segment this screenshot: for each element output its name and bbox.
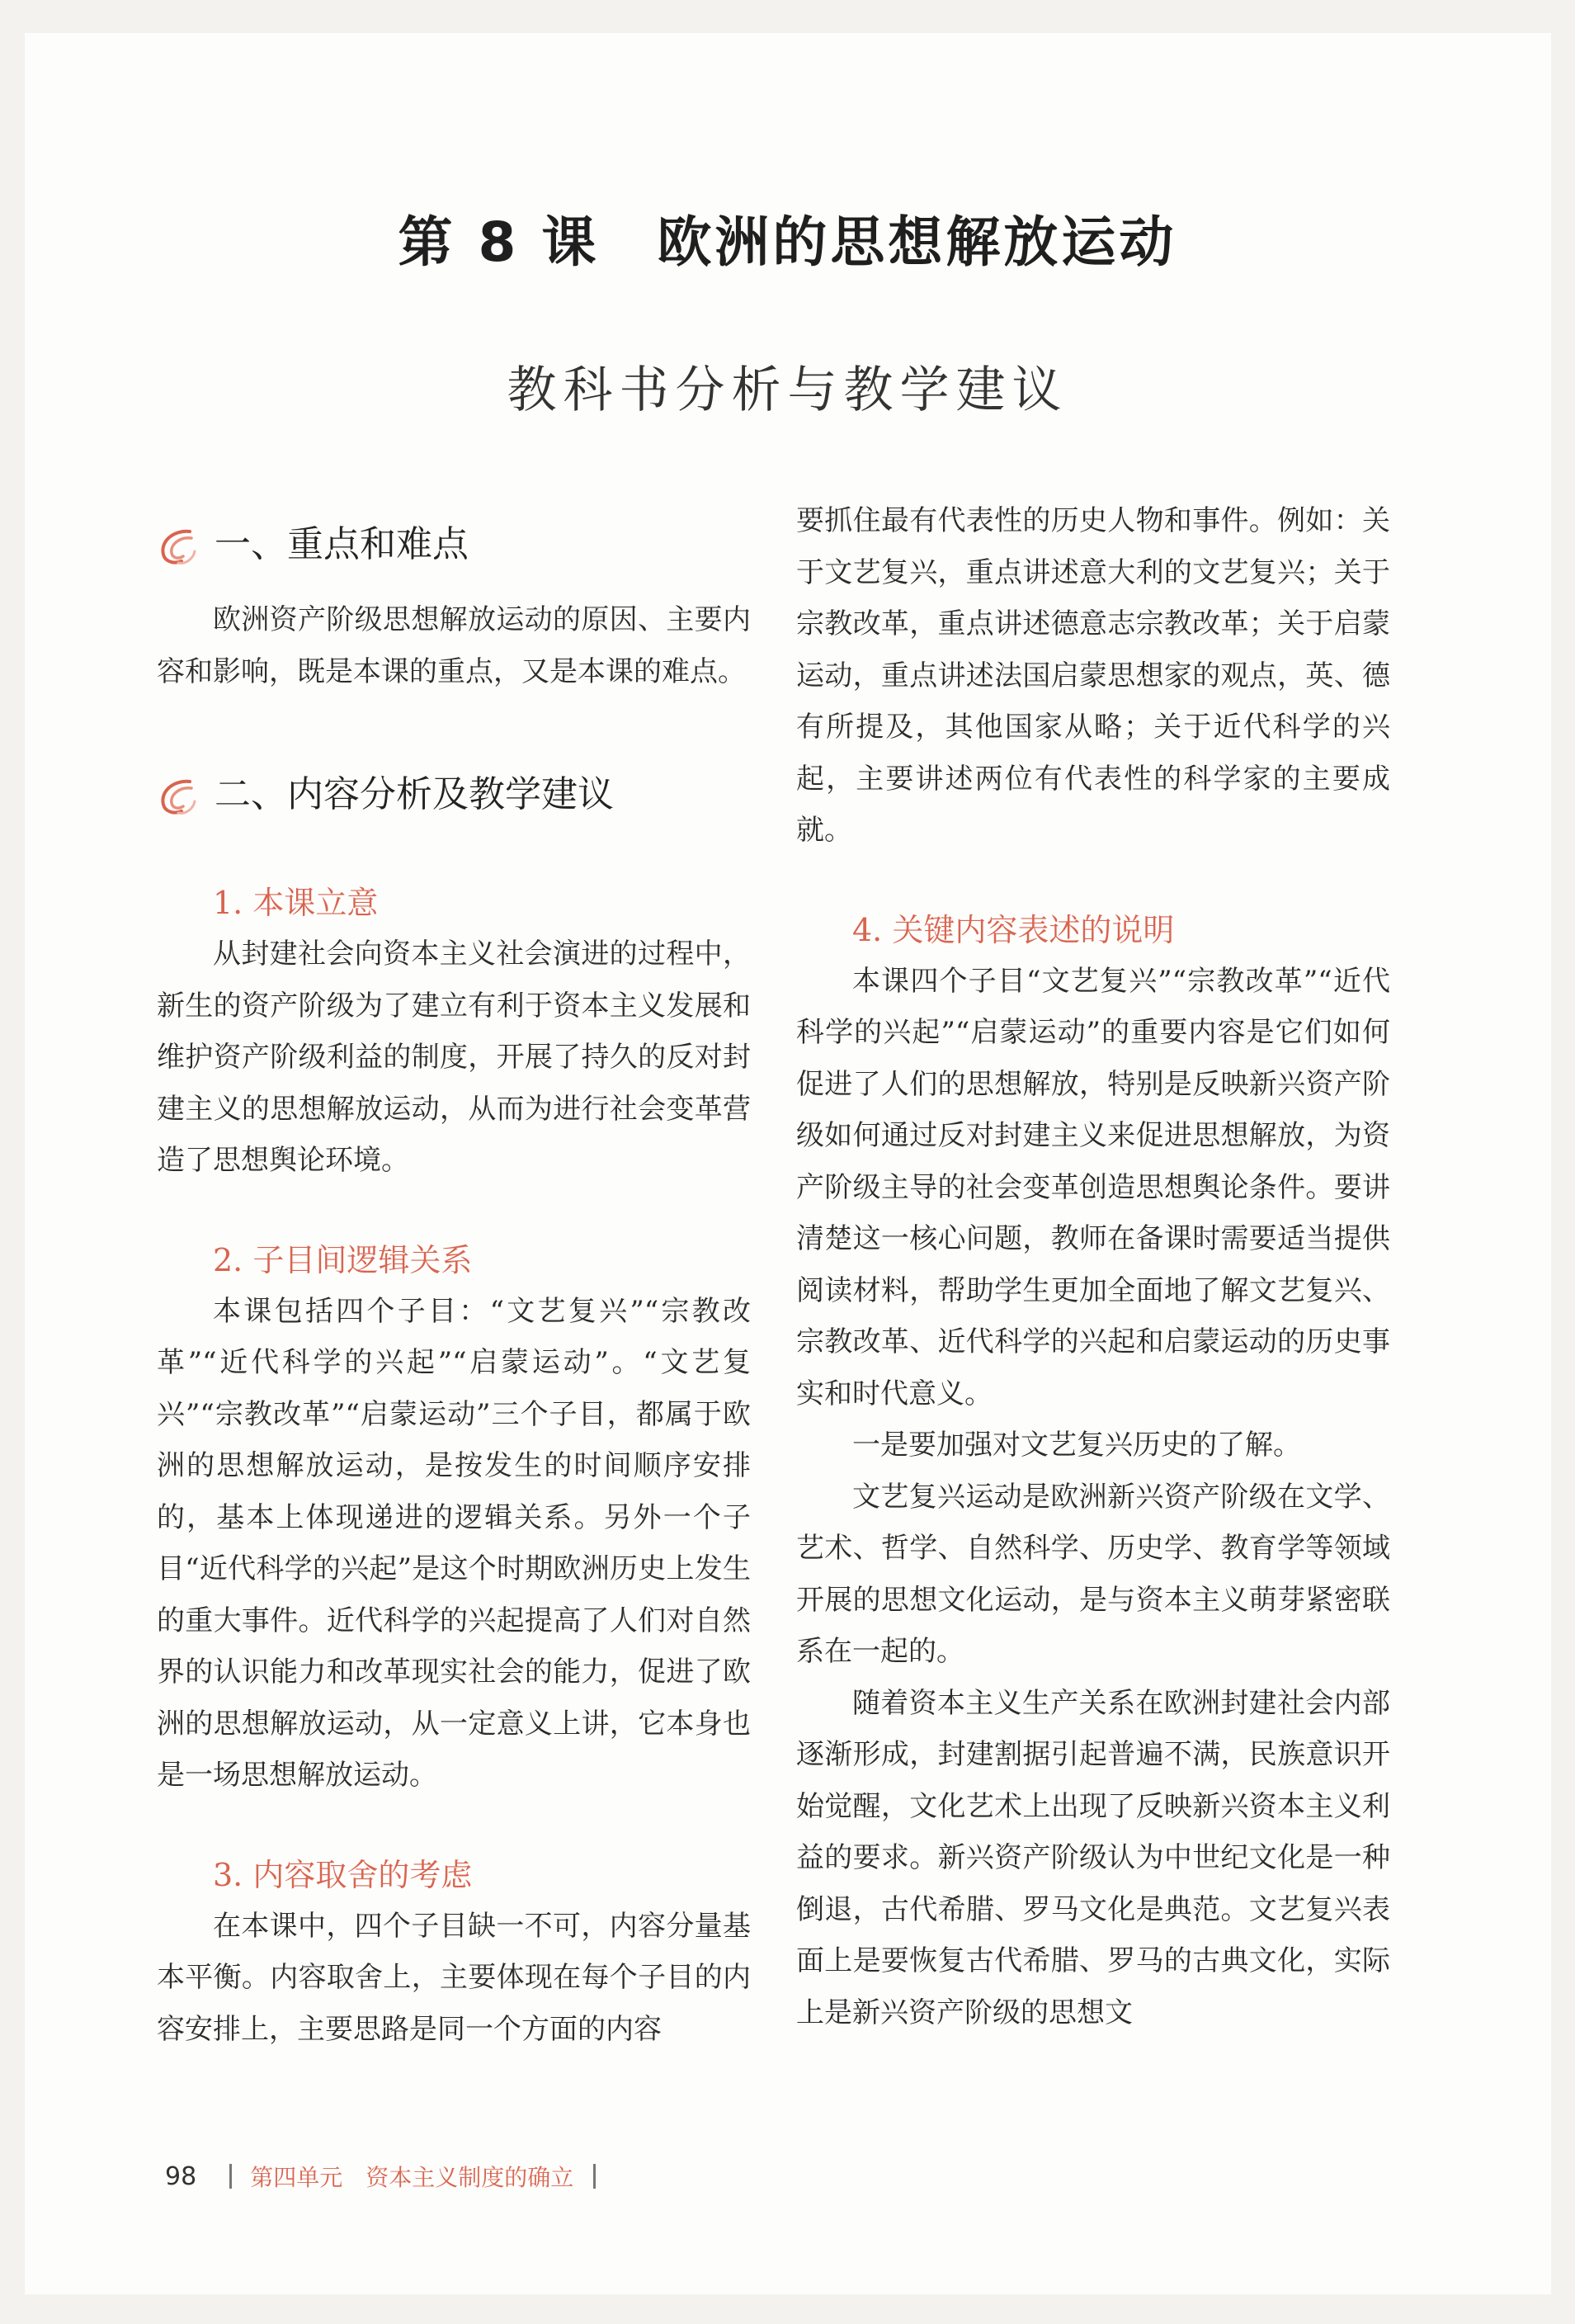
paragraph: 本课包括四个子目：“文艺复兴”“宗教改革”“近代科学的兴起”“启蒙运动”。“文艺复兴”“宗教改革”“启蒙运动”三个子目，都属于欧洲的思想解放运动，是按发生的时间顺序安排的，基本上体现递进的逻辑关系。另外一个子目“近代科学的兴起”是这个时期欧洲历史上发生的重大事件。近代科学的兴起提高了人们对自然界的认识能力和改革现实社会的能力，促进了欧洲的思想解放运动，从一定意义上讲，它本身也是一场思想解放运动。 [157,1294,751,1792]
right-column [796,495,1390,2038]
unit-label: 第四单元 资本主义制度的确立 [250,2164,574,2191]
page-number: 98 [165,2161,197,2191]
section-heading-text: 一、重点和难点 [215,523,469,565]
paragraph: 随着资本主义生产关系在欧洲封建社会内部逐渐形成，封建割据引起普遍不满，民族意识开始觉醒，文化艺术上出现了反映新兴资本主义利益的要求。新兴资产阶级认为中世纪文化是一种倒退，古代希腊、罗马文化是典范。文艺复兴表面上是要恢复古代希腊、罗马的古典文化，实际上是新兴资产阶级的思想文 [796,1686,1390,2029]
section-heading-text: 二、内容分析及教学建议 [215,773,614,815]
paragraph: 本课四个子目“文艺复兴”“宗教改革”“近代科学的兴起”“启蒙运动”的重要内容是它们如何促进了人们的思想解放，特别是反映新兴资产阶级如何通过反对封建主义来促进思想解放，为资产阶级主导的社会变革创造思想舆论条件。要讲清楚这一核心问题，教师在备课时需要适当提供阅读材料，帮助学生更加全面地了解文艺复兴、宗教改革、近代科学的兴起和启蒙运动的历史事实和时代意义。 [796,964,1390,1410]
lesson-title: 第 8 课 欧洲的思想解放运动 [398,210,1177,274]
subheading-lesson-intent: 1. 本课立意 [213,885,379,921]
swirl-section-icon [157,777,198,818]
paragraph: 文艺复兴运动是欧洲新兴资产阶级在文学、艺术、哲学、自然科学、历史学、教育学等领域开展的思想文化运动，是与资本主义萌芽紧密联系在一起的。 [796,1480,1390,1668]
paragraph: 一是要加强对文艺复兴历史的了解。 [852,1429,1301,1462]
left-column [157,495,751,2055]
section-heading-content-analysis [157,762,751,828]
swirl-section-icon [157,527,198,568]
subheading-logic: 2. 子目间逻辑关系 [213,1241,473,1278]
section-subtitle: 教科书分析与教学建议 [507,361,1068,419]
subheading-key-content: 4. 关键内容表述的说明 [852,911,1175,948]
page-footer [165,2156,596,2197]
section-heading-key-points [157,512,751,578]
footer-divider [229,2164,232,2189]
paragraph: 在本课中，四个子目缺一不可，内容分量基本平衡。内容取舍上，主要体现在每个子目的内容安排上，主要思路是同一个方面的内容 [157,1909,751,2046]
subheading-content-selection: 3. 内容取舍的考虑 [213,1856,473,1893]
paragraph-continuation: 要抓住最有代表性的历史人物和事件。例如：关于文艺复兴，重点讲述意大利的文艺复兴；关于宗教改革，重点讲述德意志宗教改革；关于启蒙运动，重点讲述法国启蒙思想家的观点，英、德有所提及，其他国家从略；关于近代科学的兴起，主要讲述两位有代表性的科学家的主要成就。 [796,504,1390,847]
footer-divider [593,2164,596,2189]
paragraph: 欧洲资产阶级思想解放运动的原因、主要内容和影响，既是本课的重点，又是本课的难点。 [157,603,751,688]
paragraph: 从封建社会向资本主义社会演进的过程中，新生的资产阶级为了建立有利于资本主义发展和维护资产阶级利益的制度，开展了持久的反对封建主义的思想解放运动，从而为进行社会变革营造了思想舆论环境。 [157,938,751,1177]
